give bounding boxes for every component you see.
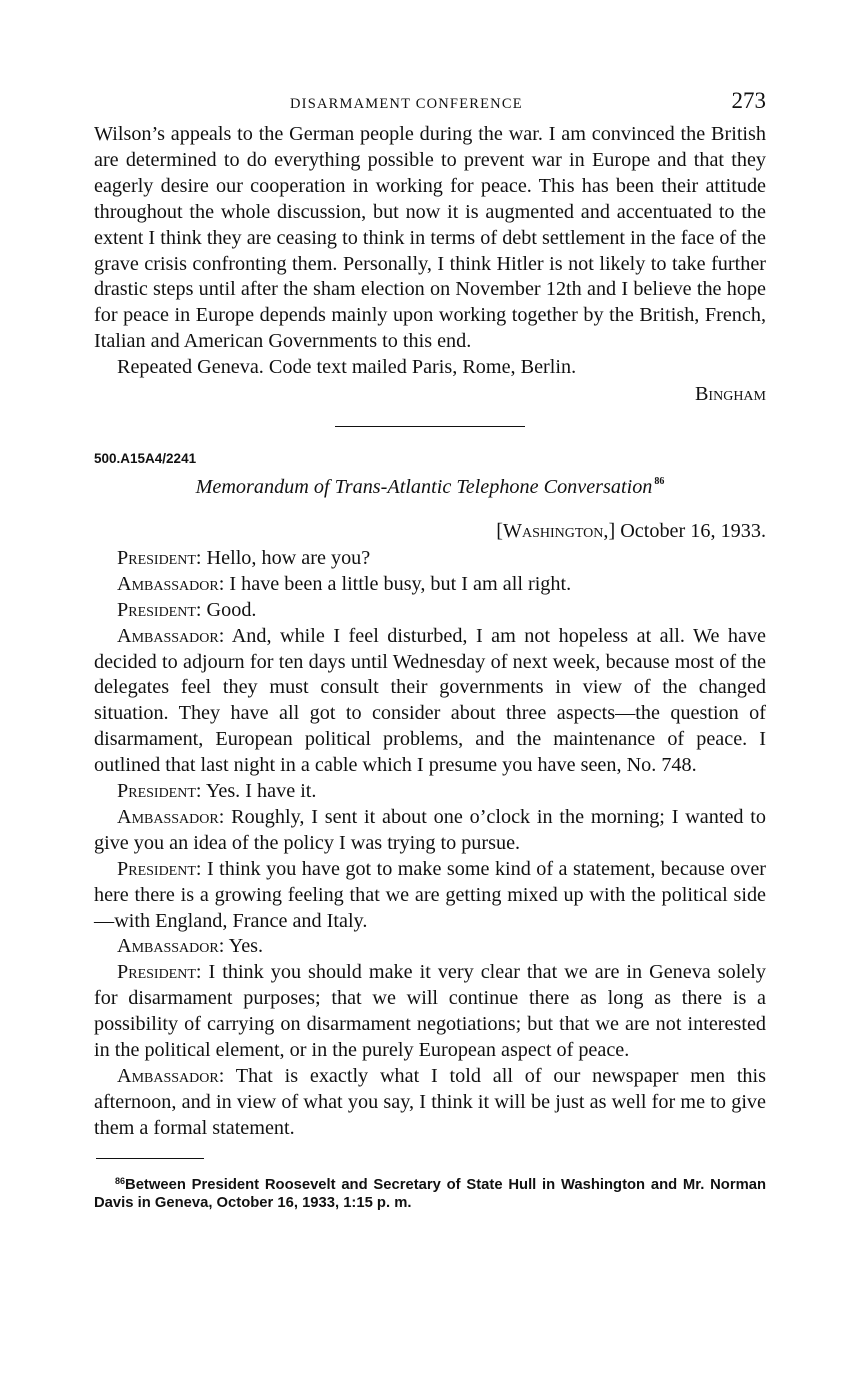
dateline-date: October 16, 1933.	[620, 519, 766, 542]
continuation-paragraph: Wilson’s appeals to the German people during the war. I am convinced the British are determined to do everything possible to prevent war in Europe and that they eagerly desire our cooperation in working for peace. This has been their attitude throughout the whole discussion, but now it is augmented and accentuated to the extent I think they are ceasing to think in terms of debt settlement in the face of the grave crisis confronting them. Personally, I think Hitler is not likely to take further drastic steps until after the sham election on November 12th and I believe the hope for peace in Europe depends mainly upon working together by the British, French, Italian and American Governments to this end.	[94, 123, 766, 353]
dialogue-entry	[94, 779, 766, 805]
running-head: DISARMAMENT CONFERENCE	[290, 96, 523, 112]
dateline: [Washington,] October 16, 1933.	[496, 519, 766, 542]
dialogue-entry	[94, 624, 766, 779]
footnote-number: 86	[115, 1175, 126, 1186]
footnote-text: Between President Roosevelt and Secretary of State Hull in Washington and Mr. Norman Davis in Geneva, October 16, 1933, 1:15 p. m.	[94, 1176, 766, 1212]
speaker-label: President:	[117, 546, 202, 569]
dateline-place: Washington,	[502, 519, 609, 542]
dialogue-text: Good.	[206, 598, 257, 621]
dialogue-text: Hello, how are you?	[206, 546, 371, 569]
dialogue-entry	[94, 546, 766, 572]
speaker-label: Ambassador:	[117, 572, 225, 595]
footnote-divider	[96, 1158, 204, 1159]
dialogue-text: Yes. I have it.	[205, 780, 317, 803]
dialogue-entry	[94, 960, 766, 1064]
dialogue-entry	[94, 572, 766, 598]
section-divider	[335, 426, 525, 427]
dialogue-text: And, while I feel disturbed, I am not hopeless at all. We have decided to adjourn for ten days until Wednesday of next week, because most of the delegates feel they must consult their governments in view of the changed situation. They have all got to consider about three aspects—the question of disarmament, European political problems, and the maintenance of peace. I outlined that last night in a cable which I presume you have seen, No. 748.	[94, 624, 766, 777]
speaker-label: Ambassador:	[117, 624, 225, 647]
speaker-label: President:	[117, 857, 202, 880]
file-number: 500.A15A4/2241	[94, 450, 197, 466]
speaker-label: President:	[117, 961, 202, 984]
dialogue-text: Roughly, I sent it about one o’clock in the morning; I wanted to give you an idea of the policy I was trying to pursue.	[94, 805, 767, 854]
dialogue-entry	[94, 1064, 766, 1142]
dialogue-text: I have been a little busy, but I am all right.	[229, 572, 572, 595]
document-title	[94, 476, 766, 499]
document-page	[94, 88, 766, 1213]
document-title-text: Memorandum of Trans-Atlantic Telephone Conversation	[195, 475, 653, 498]
dialogue-entry	[94, 857, 766, 935]
dialogue-text: I think you have got to make some kind of a statement, because over here there is a growing feeling that we are getting mixed up with the political side—with England, France and Italy.	[94, 857, 767, 932]
dialogue-entry	[94, 598, 766, 624]
dialogue-text: That is exactly what I told all of our newspaper men this afternoon, and in view of what you say, I think it will be just as well for me to give them a formal statement.	[94, 1065, 766, 1139]
dialogue-entry	[94, 934, 766, 960]
page-header	[94, 88, 766, 122]
speaker-label: Ambassador:	[117, 935, 225, 958]
page-number: 273	[731, 88, 766, 113]
speaker-label: Ambassador:	[117, 805, 225, 828]
speaker-label: Ambassador:	[117, 1065, 225, 1087]
signature: Bingham	[694, 383, 766, 406]
footnote	[94, 1172, 766, 1213]
repeated-note: Repeated Geneva. Code text mailed Paris, Rome, Berlin.	[117, 356, 577, 379]
dialogue-text: I think you should make it very clear that we are in Geneva solely for disarmament purposes; that we will continue there as long as there is a possibility of carrying on disarmament negotiations; but that we are not interested in the political element, or in the purely European aspect of peace.	[94, 961, 766, 1062]
dialogue-entry	[94, 805, 766, 857]
speaker-label: President:	[117, 598, 202, 621]
dialogue-text: Yes.	[228, 935, 264, 958]
speaker-label: President:	[117, 780, 202, 803]
footnote-reference: 86	[654, 475, 665, 487]
dialogue	[94, 546, 766, 1142]
